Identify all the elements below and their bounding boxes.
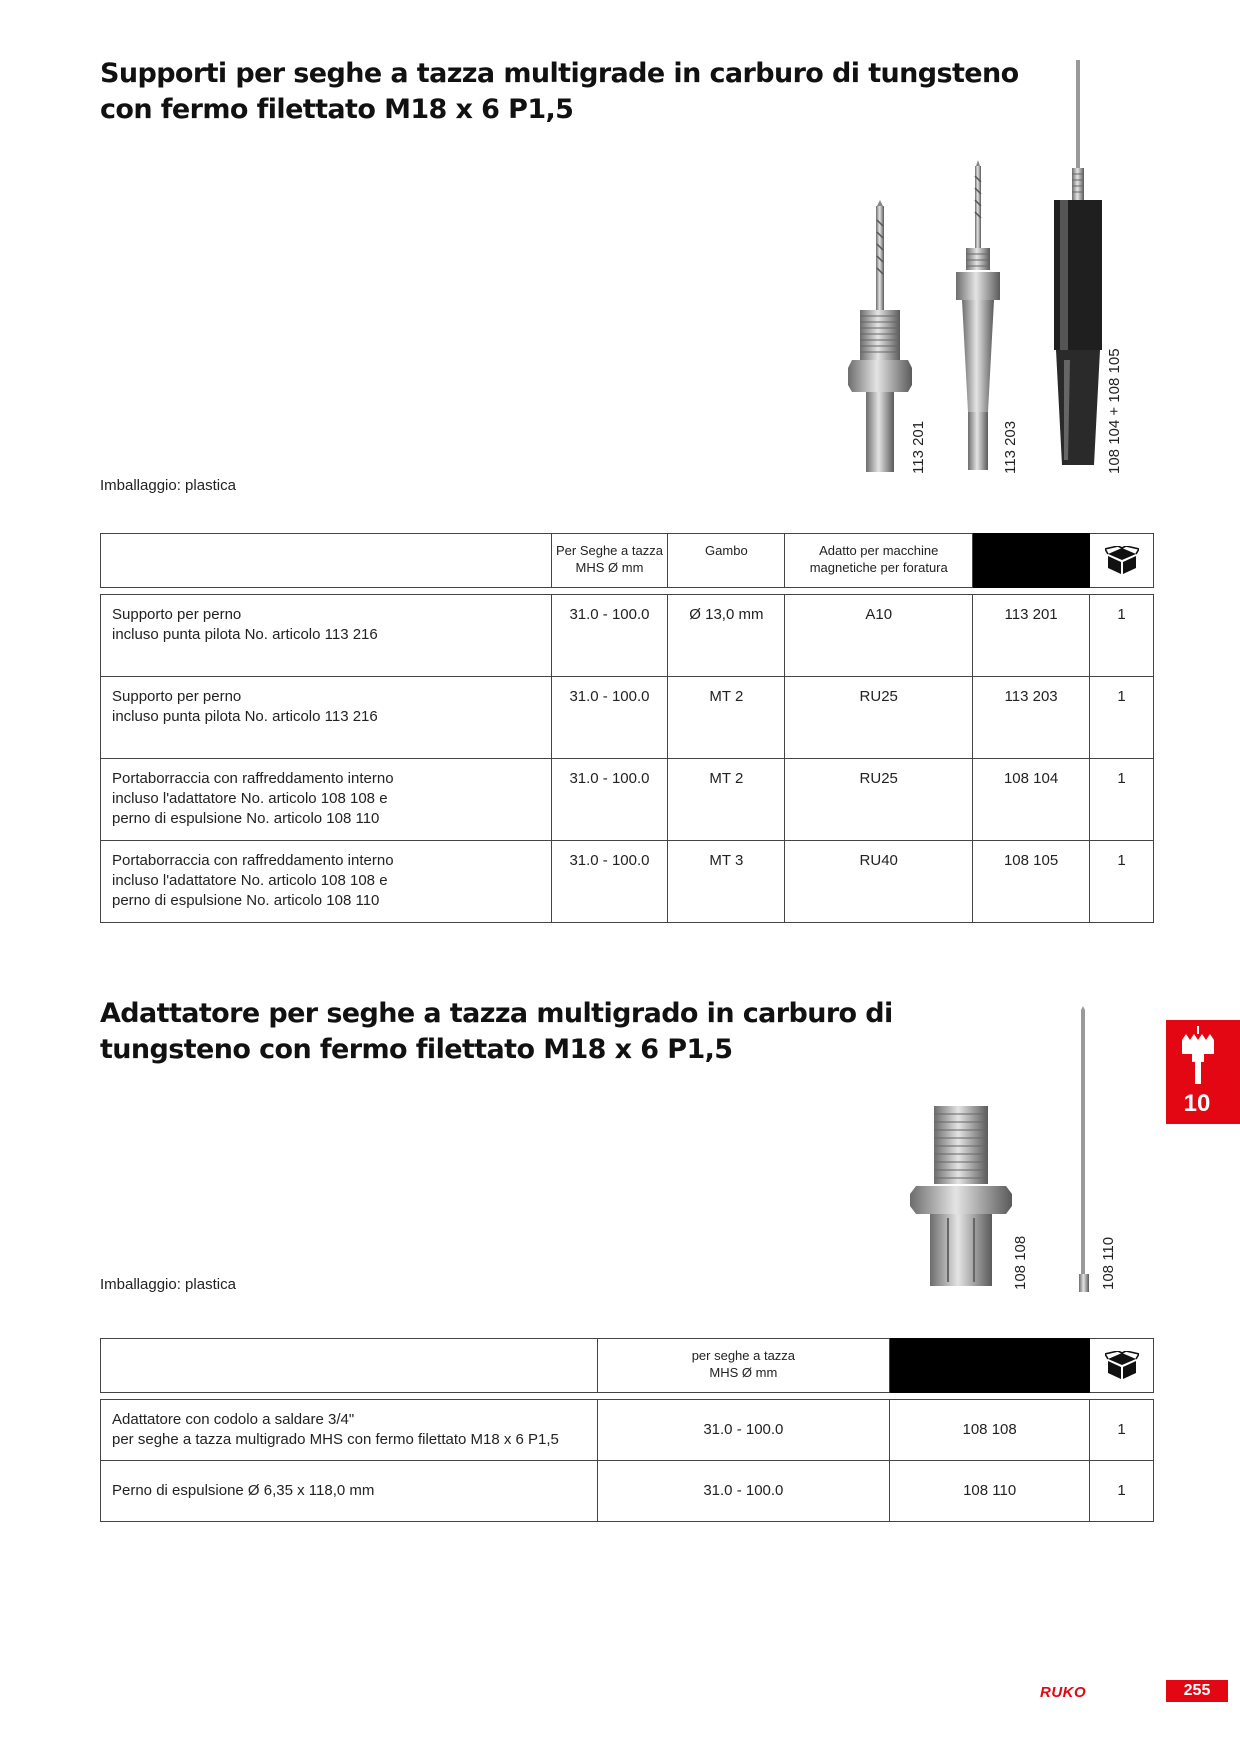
image-label-108108: 108 108 xyxy=(1012,1235,1029,1290)
table-row: Portaborraccia con raffreddamento interno incluso l'adattatore No. articolo 108 108 e perno di espulsione No. articolo 108 110 31.0 - 100.0 MT 3 RU40 108 105 1 xyxy=(101,841,1154,923)
packaging-text: Imballaggio: plastica xyxy=(100,477,236,494)
section2-title: Adattatore per seghe a tazza multigrado in carburo di tungsteno con fermo filettato M18 x 6 P1,5 xyxy=(100,998,893,1065)
header-article-black xyxy=(890,1339,1090,1393)
product-113203-image xyxy=(948,160,1008,475)
box-icon xyxy=(1105,1351,1139,1381)
product-108104-image xyxy=(1044,60,1114,475)
header-empty xyxy=(101,1339,598,1393)
product-table-1 xyxy=(100,533,1154,923)
image-label-108110: 108 110 xyxy=(1100,1236,1117,1290)
section1-title: Supporti per seghe a tazza multigrade in carburo di tungsteno con fermo filettato M18 x 6 P1,5 xyxy=(100,58,1019,125)
table-row: Portaborraccia con raffreddamento interno incluso l'adattatore No. articolo 108 108 e perno di espulsione No. articolo 108 110 31.0 - 100.0 MT 2 RU25 108 104 1 xyxy=(101,759,1154,841)
header-machine: Adatto per macchine magnetiche per foratura xyxy=(785,534,973,588)
product-108108-image xyxy=(908,1106,1014,1292)
header-box xyxy=(1090,1339,1154,1393)
chapter-number: 10 xyxy=(1183,1090,1211,1117)
brand-logo: RUKO xyxy=(1040,1684,1087,1701)
header-empty xyxy=(101,534,552,588)
table-row: Supporto per perno incluso punta pilota No. articolo 113 216 31.0 - 100.0 Ø 13,0 mm A10 113 201 1 xyxy=(101,595,1154,677)
header-range: per seghe a tazza MHS Ø mm xyxy=(597,1339,890,1393)
chapter-tab xyxy=(1166,1020,1240,1124)
table-row: Supporto per perno incluso punta pilota No. articolo 113 216 31.0 - 100.0 MT 2 RU25 113 203 1 xyxy=(101,677,1154,759)
header-article-black xyxy=(973,534,1090,588)
holesaw-icon xyxy=(1178,1026,1218,1086)
header-box xyxy=(1090,534,1154,588)
product-table-2 xyxy=(100,1338,1154,1522)
header-range: Per Seghe a tazza MHS Ø mm xyxy=(551,534,668,588)
packaging-text-2: Imballaggio: plastica xyxy=(100,1276,236,1293)
page-number: 255 xyxy=(1166,1680,1228,1702)
image-label-108104-108105: 108 104 + 108 105 xyxy=(1106,348,1123,474)
table-row: Perno di espulsione Ø 6,35 x 118,0 mm 31.0 - 100.0 108 110 1 xyxy=(101,1461,1154,1522)
image-label-113203: 113 203 xyxy=(1002,420,1019,474)
table-row: Adattatore con codolo a saldare 3/4" per seghe a tazza multigrado MHS con fermo filettato M18 x 6 P1,5 31.0 - 100.0 108 108 1 xyxy=(101,1400,1154,1461)
image-label-113201: 113 201 xyxy=(910,420,927,474)
product-108110-image xyxy=(1070,1006,1098,1294)
product-113201-image xyxy=(840,200,920,475)
header-shank: Gambo xyxy=(668,534,785,588)
box-icon xyxy=(1105,546,1139,576)
